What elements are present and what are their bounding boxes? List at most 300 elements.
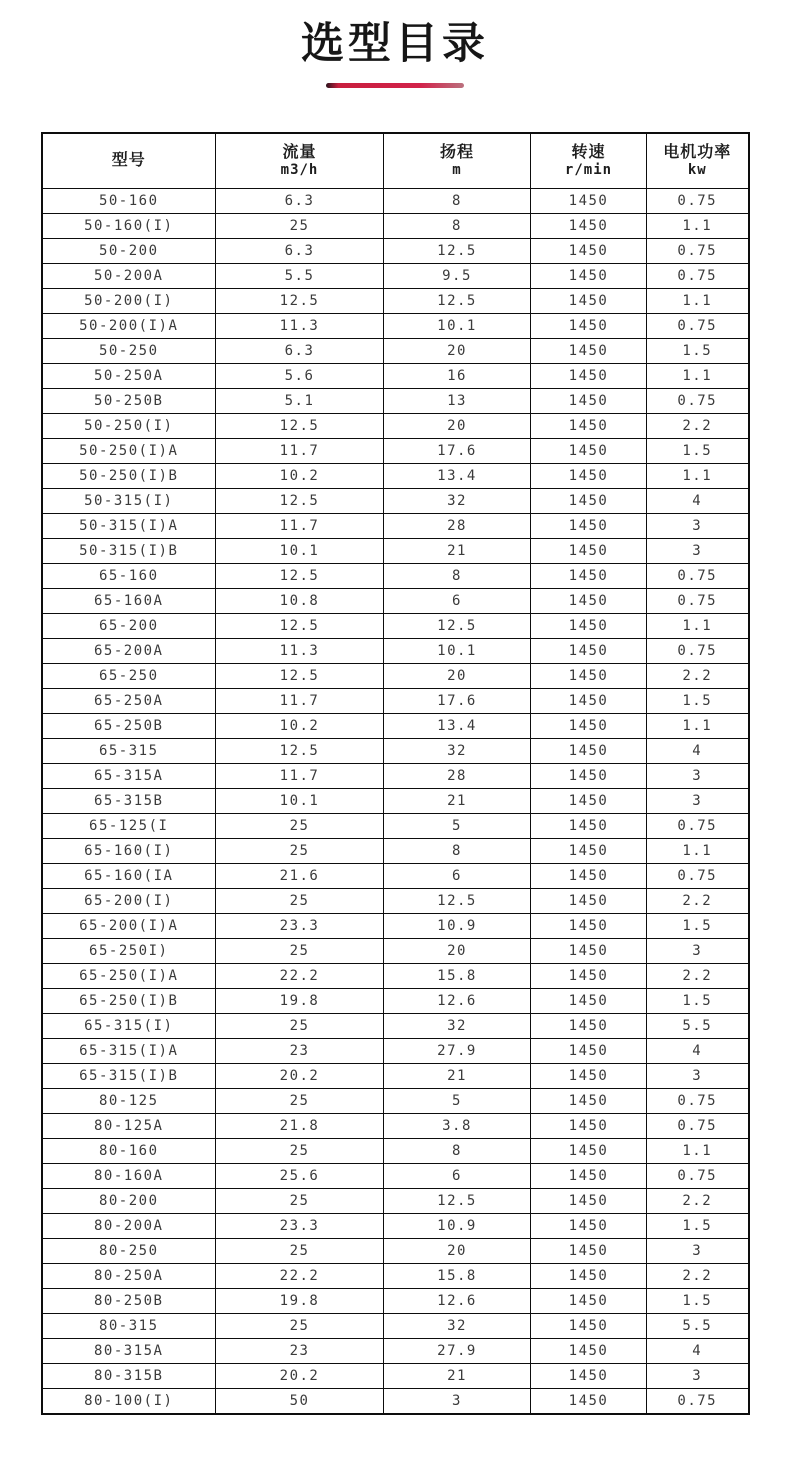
cell-head: 27.9 [384, 1338, 531, 1363]
cell-flow: 12.5 [216, 488, 384, 513]
table-row [42, 813, 749, 838]
cell-model: 65-315(I)B [42, 1063, 216, 1088]
cell-flow: 25 [216, 1313, 384, 1338]
cell-speed: 1450 [531, 613, 647, 638]
cell-power: 1.5 [647, 988, 749, 1013]
table-row [42, 588, 749, 613]
cell-model: 50-250B [42, 388, 216, 413]
cell-head: 12.5 [384, 288, 531, 313]
cell-power: 0.75 [647, 1388, 749, 1414]
cell-power: 5.5 [647, 1013, 749, 1038]
table-row [42, 1363, 749, 1388]
cell-speed: 1450 [531, 1163, 647, 1188]
cell-flow: 12.5 [216, 613, 384, 638]
cell-speed: 1450 [531, 1213, 647, 1238]
cell-power: 4 [647, 738, 749, 763]
cell-head: 21 [384, 1363, 531, 1388]
cell-power: 2.2 [647, 888, 749, 913]
cell-head: 13.4 [384, 463, 531, 488]
cell-head: 10.1 [384, 313, 531, 338]
cell-speed: 1450 [531, 688, 647, 713]
cell-power: 3 [647, 1063, 749, 1088]
cell-head: 27.9 [384, 1038, 531, 1063]
table-row [42, 538, 749, 563]
cell-head: 20 [384, 663, 531, 688]
cell-power: 1.1 [647, 288, 749, 313]
cell-head: 15.8 [384, 1263, 531, 1288]
col-header-flow [216, 133, 384, 189]
col-header-head [384, 133, 531, 189]
cell-power: 3 [647, 788, 749, 813]
cell-flow: 6.3 [216, 238, 384, 263]
col-header-power-label: 电机功率 [663, 141, 732, 161]
cell-head: 32 [384, 1313, 531, 1338]
cell-head: 17.6 [384, 438, 531, 463]
cell-head: 8 [384, 1138, 531, 1163]
cell-flow: 22.2 [216, 963, 384, 988]
cell-head: 20 [384, 1238, 531, 1263]
table-row [42, 563, 749, 588]
cell-flow: 25 [216, 938, 384, 963]
cell-speed: 1450 [531, 1238, 647, 1263]
cell-speed: 1450 [531, 363, 647, 388]
cell-head: 8 [384, 838, 531, 863]
cell-model: 80-100(I) [42, 1388, 216, 1414]
cell-model: 65-250(I)A [42, 963, 216, 988]
cell-flow: 12.5 [216, 288, 384, 313]
cell-model: 65-200A [42, 638, 216, 663]
cell-power: 4 [647, 1038, 749, 1063]
cell-model: 65-315(I)A [42, 1038, 216, 1063]
cell-speed: 1450 [531, 188, 647, 213]
col-header-power [647, 133, 749, 189]
cell-flow: 11.7 [216, 763, 384, 788]
cell-head: 10.1 [384, 638, 531, 663]
cell-speed: 1450 [531, 1038, 647, 1063]
table-row [42, 513, 749, 538]
col-header-speed-unit: r/min [564, 162, 613, 179]
cell-power: 0.75 [647, 188, 749, 213]
cell-power: 5.5 [647, 1313, 749, 1338]
table-row [42, 338, 749, 363]
cell-model: 65-160(I) [42, 838, 216, 863]
selection-catalog-table [41, 132, 750, 1415]
table-row [42, 1213, 749, 1238]
cell-model: 65-200 [42, 613, 216, 638]
cell-head: 21 [384, 1063, 531, 1088]
table-row [42, 788, 749, 813]
cell-head: 13 [384, 388, 531, 413]
cell-speed: 1450 [531, 1088, 647, 1113]
cell-model: 50-200(I) [42, 288, 216, 313]
cell-speed: 1450 [531, 788, 647, 813]
cell-head: 21 [384, 788, 531, 813]
cell-speed: 1450 [531, 1188, 647, 1213]
table-row [42, 863, 749, 888]
cell-flow: 12.5 [216, 413, 384, 438]
cell-head: 10.9 [384, 913, 531, 938]
cell-model: 65-250 [42, 663, 216, 688]
cell-speed: 1450 [531, 988, 647, 1013]
cell-power: 3 [647, 538, 749, 563]
cell-speed: 1450 [531, 1363, 647, 1388]
table-row [42, 913, 749, 938]
cell-speed: 1450 [531, 1063, 647, 1088]
page-title: 选型目录 [301, 19, 489, 69]
cell-speed: 1450 [531, 1388, 647, 1414]
cell-power: 0.75 [647, 388, 749, 413]
cell-head: 6 [384, 863, 531, 888]
cell-head: 6 [384, 588, 531, 613]
table-row [42, 1013, 749, 1038]
cell-power: 1.1 [647, 713, 749, 738]
table-row [42, 363, 749, 388]
cell-model: 80-125A [42, 1113, 216, 1138]
cell-power: 1.1 [647, 213, 749, 238]
cell-speed: 1450 [531, 763, 647, 788]
table-row [42, 1163, 749, 1188]
cell-speed: 1450 [531, 488, 647, 513]
cell-flow: 11.7 [216, 513, 384, 538]
cell-head: 28 [384, 763, 531, 788]
table-row [42, 713, 749, 738]
table-row [42, 288, 749, 313]
cell-model: 50-200A [42, 263, 216, 288]
table-row [42, 188, 749, 213]
cell-power: 1.5 [647, 338, 749, 363]
cell-power: 1.5 [647, 438, 749, 463]
cell-flow: 19.8 [216, 1288, 384, 1313]
cell-model: 65-160A [42, 588, 216, 613]
cell-flow: 11.7 [216, 688, 384, 713]
cell-model: 50-250(I) [42, 413, 216, 438]
cell-power: 2.2 [647, 963, 749, 988]
cell-flow: 21.6 [216, 863, 384, 888]
cell-power: 1.5 [647, 913, 749, 938]
cell-power: 0.75 [647, 238, 749, 263]
cell-speed: 1450 [531, 863, 647, 888]
cell-flow: 20.2 [216, 1063, 384, 1088]
cell-head: 28 [384, 513, 531, 538]
cell-head: 32 [384, 738, 531, 763]
cell-power: 1.5 [647, 1288, 749, 1313]
cell-speed: 1450 [531, 263, 647, 288]
table-header [42, 133, 749, 189]
cell-flow: 23 [216, 1338, 384, 1363]
cell-model: 80-250A [42, 1263, 216, 1288]
cell-speed: 1450 [531, 813, 647, 838]
table-row [42, 238, 749, 263]
cell-model: 65-160(IA [42, 863, 216, 888]
table-row [42, 763, 749, 788]
cell-speed: 1450 [531, 438, 647, 463]
table-row [42, 613, 749, 638]
cell-speed: 1450 [531, 1263, 647, 1288]
cell-power: 3 [647, 513, 749, 538]
cell-head: 12.5 [384, 1188, 531, 1213]
cell-power: 3 [647, 1363, 749, 1388]
cell-flow: 25 [216, 1188, 384, 1213]
cell-head: 5 [384, 1088, 531, 1113]
cell-head: 16 [384, 363, 531, 388]
cell-flow: 23 [216, 1038, 384, 1063]
cell-flow: 25 [216, 888, 384, 913]
cell-model: 65-250I) [42, 938, 216, 963]
table-row [42, 838, 749, 863]
table-row [42, 1338, 749, 1363]
cell-head: 20 [384, 338, 531, 363]
cell-model: 65-250B [42, 713, 216, 738]
table-row [42, 938, 749, 963]
cell-power: 3 [647, 1238, 749, 1263]
cell-model: 50-250(I)A [42, 438, 216, 463]
cell-model: 80-250 [42, 1238, 216, 1263]
table-row [42, 963, 749, 988]
cell-head: 32 [384, 488, 531, 513]
cell-power: 3 [647, 763, 749, 788]
cell-head: 10.9 [384, 1213, 531, 1238]
cell-head: 20 [384, 938, 531, 963]
cell-speed: 1450 [531, 338, 647, 363]
cell-head: 21 [384, 538, 531, 563]
cell-flow: 25 [216, 1088, 384, 1113]
cell-speed: 1450 [531, 213, 647, 238]
cell-speed: 1450 [531, 288, 647, 313]
cell-model: 50-250(I)B [42, 463, 216, 488]
cell-flow: 22.2 [216, 1263, 384, 1288]
table-row [42, 1038, 749, 1063]
table-row [42, 1263, 749, 1288]
cell-head: 3 [384, 1388, 531, 1414]
table-row [42, 1238, 749, 1263]
cell-model: 65-200(I)A [42, 913, 216, 938]
cell-flow: 10.1 [216, 788, 384, 813]
cell-power: 0.75 [647, 1163, 749, 1188]
cell-speed: 1450 [531, 713, 647, 738]
cell-model: 80-200 [42, 1188, 216, 1213]
cell-power: 2.2 [647, 1263, 749, 1288]
cell-flow: 6.3 [216, 338, 384, 363]
cell-flow: 25 [216, 1013, 384, 1038]
cell-power: 0.75 [647, 638, 749, 663]
cell-speed: 1450 [531, 1288, 647, 1313]
cell-flow: 5.1 [216, 388, 384, 413]
cell-power: 0.75 [647, 588, 749, 613]
table-row [42, 1063, 749, 1088]
cell-head: 32 [384, 1013, 531, 1038]
cell-model: 80-315B [42, 1363, 216, 1388]
table-body [42, 188, 749, 1414]
cell-flow: 25 [216, 1238, 384, 1263]
cell-head: 8 [384, 213, 531, 238]
col-header-model-label: 型号 [111, 150, 146, 170]
cell-power: 4 [647, 1338, 749, 1363]
table-row [42, 438, 749, 463]
cell-speed: 1450 [531, 588, 647, 613]
cell-flow: 11.3 [216, 313, 384, 338]
cell-flow: 25 [216, 813, 384, 838]
cell-flow: 10.1 [216, 538, 384, 563]
table-row [42, 1138, 749, 1163]
cell-flow: 25 [216, 213, 384, 238]
cell-model: 50-160 [42, 188, 216, 213]
cell-model: 50-160(I) [42, 213, 216, 238]
cell-model: 65-160 [42, 563, 216, 588]
table-row [42, 313, 749, 338]
table-row [42, 1388, 749, 1414]
cell-flow: 10.2 [216, 713, 384, 738]
col-header-head-unit: m [452, 162, 462, 179]
cell-power: 1.1 [647, 838, 749, 863]
cell-speed: 1450 [531, 738, 647, 763]
cell-model: 50-315(I)A [42, 513, 216, 538]
cell-model: 80-250B [42, 1288, 216, 1313]
cell-model: 65-315B [42, 788, 216, 813]
cell-model: 80-160 [42, 1138, 216, 1163]
table-row [42, 688, 749, 713]
cell-head: 17.6 [384, 688, 531, 713]
cell-model: 65-315(I) [42, 1013, 216, 1038]
col-header-head-label: 扬程 [439, 141, 474, 161]
cell-model: 65-125(I [42, 813, 216, 838]
table-row [42, 888, 749, 913]
cell-head: 12.6 [384, 1288, 531, 1313]
cell-flow: 25 [216, 1138, 384, 1163]
cell-model: 65-250(I)B [42, 988, 216, 1013]
cell-head: 8 [384, 188, 531, 213]
table-row [42, 663, 749, 688]
table-row [42, 1113, 749, 1138]
cell-head: 6 [384, 1163, 531, 1188]
col-header-speed-label: 转速 [571, 141, 606, 161]
table-row [42, 988, 749, 1013]
cell-head: 3.8 [384, 1113, 531, 1138]
table-row [42, 213, 749, 238]
cell-flow: 5.6 [216, 363, 384, 388]
cell-head: 12.6 [384, 988, 531, 1013]
cell-head: 8 [384, 563, 531, 588]
cell-flow: 12.5 [216, 738, 384, 763]
cell-model: 50-200 [42, 238, 216, 263]
cell-power: 0.75 [647, 563, 749, 588]
cell-power: 0.75 [647, 263, 749, 288]
cell-head: 20 [384, 413, 531, 438]
cell-model: 50-250A [42, 363, 216, 388]
cell-model: 50-200(I)A [42, 313, 216, 338]
cell-head: 15.8 [384, 963, 531, 988]
col-header-speed [531, 133, 647, 189]
cell-speed: 1450 [531, 1313, 647, 1338]
cell-speed: 1450 [531, 413, 647, 438]
cell-speed: 1450 [531, 463, 647, 488]
cell-flow: 12.5 [216, 663, 384, 688]
cell-flow: 11.7 [216, 438, 384, 463]
cell-flow: 25 [216, 838, 384, 863]
table-row [42, 638, 749, 663]
cell-speed: 1450 [531, 1013, 647, 1038]
cell-speed: 1450 [531, 388, 647, 413]
cell-flow: 23.3 [216, 913, 384, 938]
cell-head: 5 [384, 813, 531, 838]
cell-speed: 1450 [531, 513, 647, 538]
cell-flow: 10.2 [216, 463, 384, 488]
table-row [42, 1288, 749, 1313]
cell-speed: 1450 [531, 1338, 647, 1363]
cell-model: 65-315 [42, 738, 216, 763]
cell-flow: 11.3 [216, 638, 384, 663]
cell-power: 3 [647, 938, 749, 963]
cell-power: 2.2 [647, 413, 749, 438]
cell-flow: 5.5 [216, 263, 384, 288]
table-row [42, 463, 749, 488]
cell-flow: 20.2 [216, 1363, 384, 1388]
table-row [42, 488, 749, 513]
cell-speed: 1450 [531, 838, 647, 863]
cell-model: 80-125 [42, 1088, 216, 1113]
cell-speed: 1450 [531, 238, 647, 263]
table-row [42, 413, 749, 438]
cell-flow: 50 [216, 1388, 384, 1414]
cell-power: 1.5 [647, 1213, 749, 1238]
cell-power: 0.75 [647, 863, 749, 888]
cell-model: 50-250 [42, 338, 216, 363]
cell-head: 12.5 [384, 613, 531, 638]
cell-flow: 6.3 [216, 188, 384, 213]
cell-head: 12.5 [384, 238, 531, 263]
table-row [42, 263, 749, 288]
cell-speed: 1450 [531, 888, 647, 913]
cell-model: 50-315(I)B [42, 538, 216, 563]
cell-power: 0.75 [647, 1088, 749, 1113]
table-row [42, 1088, 749, 1113]
cell-power: 1.5 [647, 688, 749, 713]
cell-power: 0.75 [647, 1113, 749, 1138]
cell-speed: 1450 [531, 963, 647, 988]
cell-flow: 19.8 [216, 988, 384, 1013]
cell-speed: 1450 [531, 913, 647, 938]
cell-model: 80-315 [42, 1313, 216, 1338]
cell-power: 1.1 [647, 1138, 749, 1163]
cell-speed: 1450 [531, 938, 647, 963]
cell-model: 80-160A [42, 1163, 216, 1188]
cell-speed: 1450 [531, 313, 647, 338]
cell-model: 65-200(I) [42, 888, 216, 913]
cell-power: 1.1 [647, 463, 749, 488]
title-underline-bar [326, 83, 464, 88]
cell-model: 50-315(I) [42, 488, 216, 513]
cell-head: 13.4 [384, 713, 531, 738]
cell-power: 4 [647, 488, 749, 513]
table-row [42, 388, 749, 413]
table-row [42, 738, 749, 763]
cell-speed: 1450 [531, 1138, 647, 1163]
cell-model: 65-250A [42, 688, 216, 713]
cell-head: 12.5 [384, 888, 531, 913]
cell-model: 65-315A [42, 763, 216, 788]
cell-power: 2.2 [647, 1188, 749, 1213]
cell-power: 0.75 [647, 813, 749, 838]
cell-flow: 21.8 [216, 1113, 384, 1138]
cell-power: 0.75 [647, 313, 749, 338]
cell-flow: 23.3 [216, 1213, 384, 1238]
cell-power: 2.2 [647, 663, 749, 688]
cell-head: 9.5 [384, 263, 531, 288]
cell-power: 1.1 [647, 363, 749, 388]
col-header-model [42, 133, 216, 189]
cell-flow: 12.5 [216, 563, 384, 588]
col-header-flow-unit: m3/h [280, 162, 319, 179]
cell-power: 1.1 [647, 613, 749, 638]
